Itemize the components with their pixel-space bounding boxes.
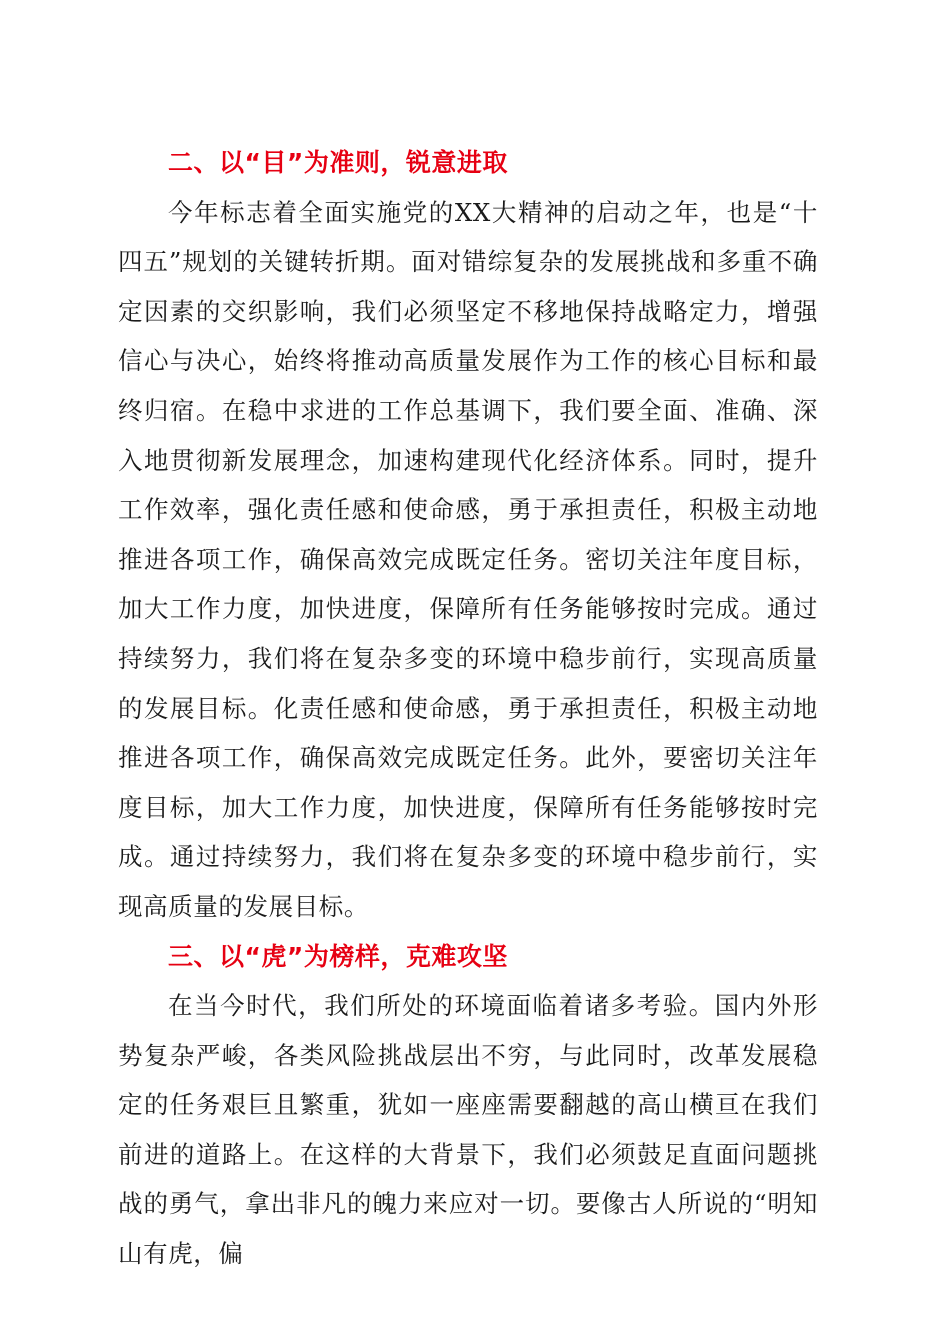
document-page bbox=[118, 138, 818, 1279]
section-paragraph-2: 今年标志着全面实施党的XX大精神的启动之年，也是“十四五”规划的关键转折期。面对错综复杂的发展挑战和多重不确定因素的交织影响，我们必须坚定不移地保持战略定力，增强信心与决心，始终将推动高质量发展作为工作的核心目标和最终归宿。在稳中求进的工作总基调下，我们要全面、准确、深入地贯彻新发展理念，加速构建现代化经济体系。同时，提升工作效率，强化责任感和使命感，勇于承担责任，积极主动地推进各项工作，确保高效完成既定任务。密切关注年度目标，加大工作力度，加快进度，保障所有任务能够按时完成。通过持续努力，我们将在复杂多变的环境中稳步前行，实现高质量的发展目标。化责任感和使命感，勇于承担责任，积极主动地推进各项工作，确保高效完成既定任务。此外，要密切关注年度目标，加大工作力度，加快进度，保障所有任务能够按时完成。通过持续努力，我们将在复杂多变的环境中稳步前行，实现高质量的发展目标。 bbox=[118, 197, 818, 921]
section-paragraph-3: 在当今时代，我们所处的环境面临着诸多考验。国内外形势复杂严峻，各类风险挑战层出不穷，与此同时，改革发展稳定的任务艰巨且繁重，犹如一座座需要翻越的高山横亘在我们前进的道路上。在这样的大背景下，我们必须鼓足直面问题挑战的勇气，拿出非凡的魄力来应对一切。要像古人所说的“明知山有虎，偏 bbox=[118, 991, 818, 1269]
section-heading-3: 三、以“虎”为榜样，克难攻坚 bbox=[168, 941, 508, 971]
section-heading-2: 二、以“目”为准则，锐意进取 bbox=[168, 148, 508, 177]
